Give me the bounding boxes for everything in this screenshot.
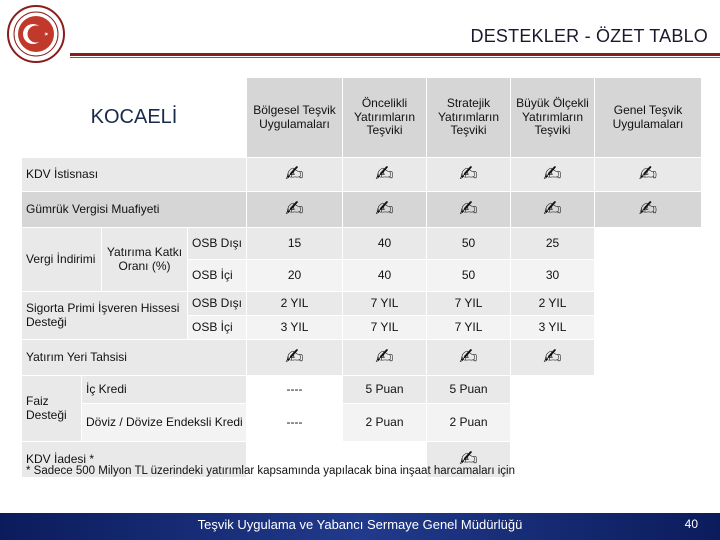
value-cell: 2 Puan [427,404,511,442]
col-header-genel: Genel Teşvik Uygulamaları [595,78,702,158]
empty-cell [511,376,702,442]
check-icon: ✍ [427,192,511,228]
check-icon: ✍ [511,158,595,192]
check-icon: ✍ [247,340,343,376]
col-header-buyuk-olcekli: Büyük Ölçekli Yatırımların Teşviki [511,78,595,158]
check-icon: ✍ [427,158,511,192]
row-label-faiz: Faiz Desteği [22,376,82,442]
row-label-vergi: Vergi İndirimi [22,228,102,292]
value-cell: 20 [247,260,343,292]
value-cell: 25 [511,228,595,260]
value-cell: 7 YIL [427,292,511,316]
check-icon: ✍ [343,192,427,228]
osb-disi-label: OSB Dışı [188,292,247,316]
footnote: * Sadece 500 Milyon TL üzerindeki yatırımlar kapsamında yapılacak bina inşaat harcamaları için [26,465,515,477]
empty-cell [511,442,702,478]
value-cell: 40 [343,260,427,292]
col-header-oncelikli: Öncelikli Yatırımların Teşviki [343,78,427,158]
title-divider [70,53,720,56]
value-cell: ---- [247,376,343,404]
value-cell: 3 YIL [247,316,343,340]
value-cell: 2 YIL [511,292,595,316]
check-icon: ✍ [343,158,427,192]
check-icon: ✍ [343,340,427,376]
crescent-star-seal-icon [6,4,66,64]
value-cell: 2 Puan [343,404,427,442]
ic-kredi-label: İç Kredi [82,376,247,404]
row-label-kdv-istisnasi: KDV İstisnası [22,158,247,192]
row-sublabel-katki-orani: Yatırıma Katkı Oranı (%) [102,228,188,292]
osb-disi-label: OSB Dışı [188,228,247,260]
value-cell: 2 YIL [247,292,343,316]
value-cell: 7 YIL [343,292,427,316]
value-cell: 50 [427,260,511,292]
value-cell: 40 [343,228,427,260]
value-cell: ---- [247,404,343,442]
row-label-kdv-iadesi: KDV İadesi * [22,442,247,478]
value-cell: 50 [427,228,511,260]
row-label-yatirim-yeri: Yatırım Yeri Tahsisi [22,340,247,376]
row-label-sigorta: Sigorta Primi İşveren Hissesi Desteği [22,292,188,340]
value-cell: 5 Puan [427,376,511,404]
value-cell: 3 YIL [511,316,595,340]
check-icon: ✍ [427,340,511,376]
check-icon: ✍ [247,158,343,192]
empty-cell [595,228,702,292]
empty-cell [595,292,702,340]
col-header-stratejik: Stratejik Yatırımların Teşviki [427,78,511,158]
osb-ici-label: OSB İçi [188,260,247,292]
title-divider-thin [70,57,720,58]
col-header-bolgesel: Bölgesel Teşvik Uygulamaları [247,78,343,158]
check-icon: ✍ [247,192,343,228]
doviz-kredi-label: Döviz / Dövize Endeksli Kredi [82,404,247,442]
region-title: KOCAELİ [22,78,247,158]
check-icon: ✍ [595,158,702,192]
empty-cell [595,340,702,376]
osb-ici-label: OSB İçi [188,316,247,340]
support-summary-table [22,78,702,488]
value-cell: 7 YIL [343,316,427,340]
page-number: 40 [684,517,698,531]
value-cell: 5 Puan [343,376,427,404]
value-cell: 7 YIL [427,316,511,340]
footer-organization: Teşvik Uygulama ve Yabancı Sermaye Genel Müdürlüğü [197,517,523,532]
check-icon: ✍ [511,192,595,228]
row-label-gumruk: Gümrük Vergisi Muafiyeti [22,192,247,228]
value-cell: 30 [511,260,595,292]
check-icon: ✍ [511,340,595,376]
check-icon: ✍ [427,442,511,478]
page-title: DESTEKLER - ÖZET TABLO [470,26,708,46]
value-cell: 15 [247,228,343,260]
check-icon: ✍ [595,192,702,228]
